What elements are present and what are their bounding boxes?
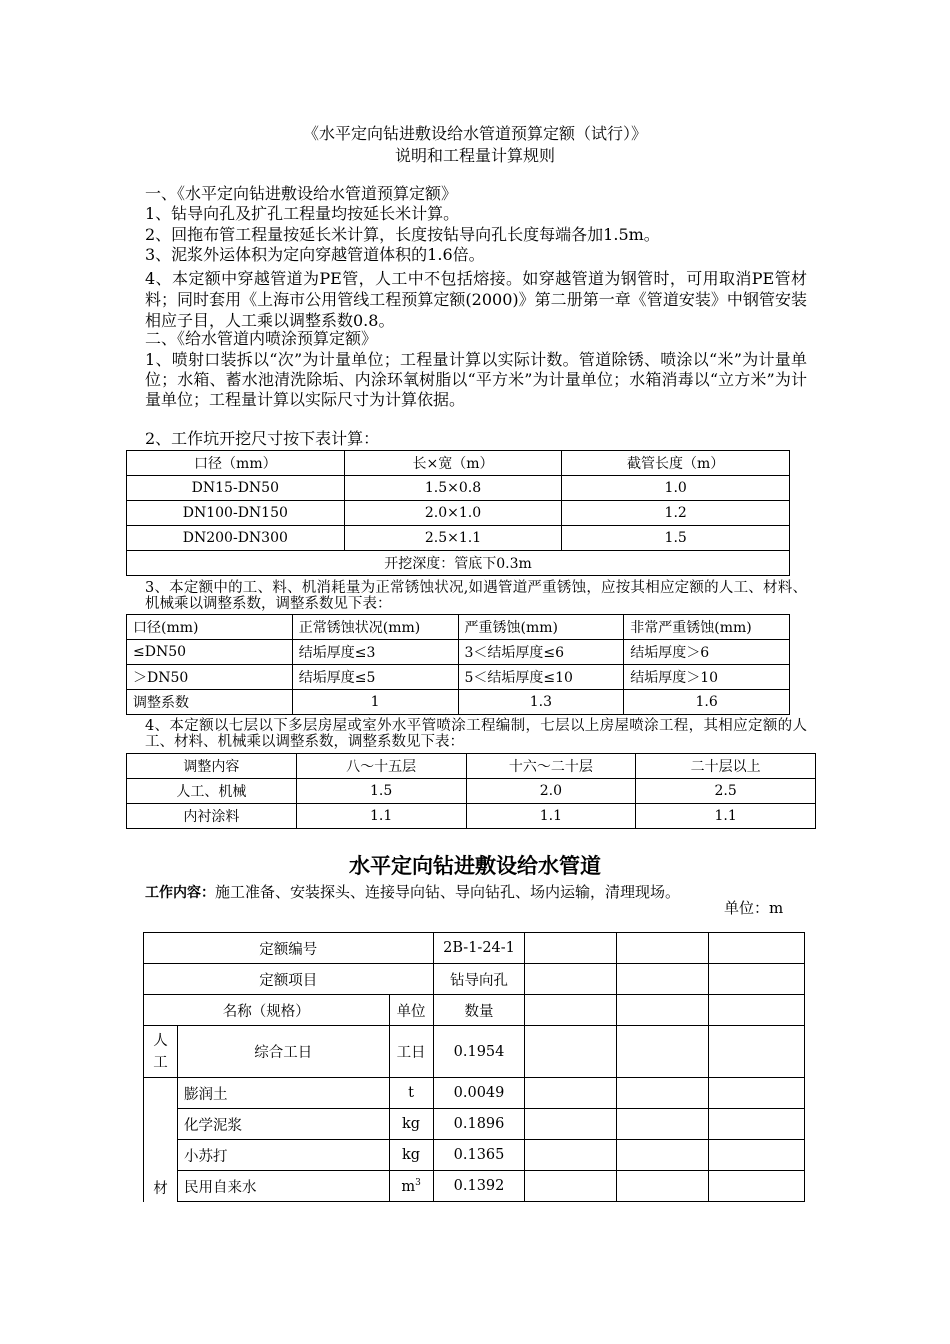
table-cell: 内衬涂料 — [127, 804, 297, 829]
labor-group-cell — [144, 1026, 178, 1078]
table-row — [144, 1140, 805, 1171]
table-cell: 1.1 — [636, 804, 816, 829]
table-header-row — [127, 615, 790, 640]
table-cell — [389, 1171, 433, 1202]
table-header-cell: 严重锈蚀(mm) — [458, 615, 624, 640]
empty-cell — [709, 933, 805, 964]
empty-cell — [617, 995, 709, 1026]
item-label-cell: 定额项目 — [144, 964, 434, 995]
rust-coef-table — [126, 614, 790, 715]
table-row — [127, 690, 790, 715]
table-header-cell: 截管长度（m） — [562, 451, 790, 476]
table-cell: 0.1896 — [433, 1109, 525, 1140]
table-cell: 工日 — [389, 1026, 433, 1078]
table-cell: 结垢厚度≤3 — [292, 640, 458, 665]
table-cell: 1.0 — [562, 476, 790, 501]
table-header-cell: 长×宽（m） — [344, 451, 562, 476]
empty-cell — [709, 1078, 805, 1109]
table-row — [127, 526, 790, 551]
empty-cell — [709, 1140, 805, 1171]
table-row — [144, 1109, 805, 1140]
table-row — [144, 933, 805, 964]
section1-item2: 2、回拖布管工程量按延长米计算，长度按钻导向孔长度每端各加1.5m。 — [145, 225, 660, 244]
empty-cell — [525, 1109, 617, 1140]
table-row — [127, 665, 790, 690]
empty-cell — [525, 1171, 617, 1202]
empty-cell — [525, 1140, 617, 1171]
table-cell: 综合工日 — [177, 1026, 389, 1078]
table-cell: 结垢厚度＞10 — [624, 665, 790, 690]
table-footer-cell: 开挖深度：管底下0.3m — [127, 551, 790, 576]
section2-item4: 4、本定额以七层以下多层房屋或室外水平管喷涂工程编制，七层以上房屋喷涂工程，其相应定额的人工、材料、机械乘以调整系数，调整系数见下表： — [145, 718, 807, 750]
table-row — [144, 1171, 805, 1202]
section2-item3: 3、本定额中的工、料、机消耗量为正常锈蚀状况,如遇管道严重锈蚀，应按其相应定额的人工、材料、机械乘以调整系数，调整系数见下表： — [145, 580, 807, 612]
table-row — [127, 640, 790, 665]
unit-superscript: 3 — [415, 1177, 421, 1188]
table-cell: 人工、机械 — [127, 779, 297, 804]
empty-cell — [709, 964, 805, 995]
table-cell: 调整系数 — [127, 690, 293, 715]
table-cell: 1.5×0.8 — [344, 476, 562, 501]
empty-cell — [709, 995, 805, 1026]
empty-cell — [709, 1171, 805, 1202]
table-cell: DN15-DN50 — [127, 476, 345, 501]
table-header-cell: 口径（mm） — [127, 451, 345, 476]
table-row — [127, 501, 790, 526]
unit-label-cell: 单位 — [389, 995, 433, 1026]
table-cell: 3＜结垢厚度≤6 — [458, 640, 624, 665]
code-cell: 2B-1-24-1 — [433, 933, 525, 964]
table-cell: t — [389, 1078, 433, 1109]
pit-size-table — [126, 450, 790, 576]
item-cell: 钻导向孔 — [433, 964, 525, 995]
unit-text: m — [401, 1178, 416, 1195]
section1-item1: 1、钻导向孔及扩孔工程量均按延长米计算。 — [145, 204, 460, 223]
material-group-label: 材 — [153, 1180, 168, 1197]
work-content-text: 施工准备、安装探头、连接导向钻、导向钻孔、场内运输，清理现场。 — [215, 883, 681, 901]
doc-subtitle: 说明和工程量计算规则 — [394, 146, 555, 165]
section1-item3: 3、泥浆外运体积为定向穿越管道体积的1.6倍。 — [145, 245, 485, 264]
table-header-cell: 二十层以上 — [636, 754, 816, 779]
doc-title: 《水平定向钻进敷设给水管道预算定额（试行）》 — [302, 124, 647, 143]
empty-cell — [709, 1109, 805, 1140]
table-cell: 1.5 — [562, 526, 790, 551]
table-cell: 1.2 — [562, 501, 790, 526]
empty-cell — [617, 1109, 709, 1140]
table-cell: 小苏打 — [177, 1140, 389, 1171]
table-cell: 2.0×1.0 — [344, 501, 562, 526]
table-row — [144, 1078, 805, 1109]
table-cell: kg — [389, 1109, 433, 1140]
empty-cell — [617, 964, 709, 995]
table-cell: 0.1954 — [433, 1026, 525, 1078]
table-header-cell: 调整内容 — [127, 754, 297, 779]
table-cell: 民用自来水 — [177, 1171, 389, 1202]
empty-cell — [617, 1026, 709, 1078]
table-cell: ≤DN50 — [127, 640, 293, 665]
table-cell: ＞DN50 — [127, 665, 293, 690]
material-group-cell — [144, 1078, 178, 1202]
table-cell: 1.1 — [296, 804, 466, 829]
quota-table — [143, 932, 805, 1202]
empty-cell — [525, 964, 617, 995]
empty-cell — [617, 1140, 709, 1171]
work-content — [145, 882, 715, 903]
labor-group-label: 人工 — [153, 1032, 168, 1071]
table-row — [127, 476, 790, 501]
table-footer-row — [127, 551, 790, 576]
table-cell: 膨润土 — [177, 1078, 389, 1109]
table-header-cell: 口径(mm) — [127, 615, 293, 640]
table-cell: 1.5 — [296, 779, 466, 804]
table-row — [127, 779, 816, 804]
code-label-cell: 定额编号 — [144, 933, 434, 964]
table-cell: DN100-DN150 — [127, 501, 345, 526]
section1-heading: 一、《水平定向钻进敷设给水管道预算定额》 — [145, 184, 458, 203]
table-cell: 2.0 — [466, 779, 636, 804]
table-cell: 0.1365 — [433, 1140, 525, 1171]
table-cell: 5＜结垢厚度≤10 — [458, 665, 624, 690]
quota-title: 水平定向钻进敷设给水管道 — [349, 854, 601, 878]
empty-cell — [525, 995, 617, 1026]
section1-item4: 4、本定额中穿越管道为PE管，人工中不包括熔接。如穿越管道为钢管时，可用取消PE管材料；同时套用《上海市公用管线工程预算定额(2000)》第二册第一章《管道安装》中钢管安装相应子目，人工乘以调整系数0.8。 — [145, 269, 807, 330]
table-cell: kg — [389, 1140, 433, 1171]
table-cell: 1.1 — [466, 804, 636, 829]
table-header-cell: 八～十五层 — [296, 754, 466, 779]
table-cell: 1.3 — [458, 690, 624, 715]
table-cell: 结垢厚度＞6 — [624, 640, 790, 665]
name-label-cell: 名称（规格） — [144, 995, 390, 1026]
table-cell: 2.5×1.1 — [344, 526, 562, 551]
table-cell: 0.0049 — [433, 1078, 525, 1109]
empty-cell — [525, 1078, 617, 1109]
section2-heading: 二、《给水管道内喷涂预算定额》 — [145, 329, 378, 348]
table-cell: 1 — [292, 690, 458, 715]
table-cell: 1.6 — [624, 690, 790, 715]
table-cell: 0.1392 — [433, 1171, 525, 1202]
table-header-cell: 正常锈蚀状况(mm) — [292, 615, 458, 640]
empty-cell — [525, 1026, 617, 1078]
table-row — [144, 1026, 805, 1078]
table-header-row — [127, 451, 790, 476]
work-content-label: 工作内容： — [145, 885, 215, 901]
empty-cell — [525, 933, 617, 964]
table-header-cell: 十六～二十层 — [466, 754, 636, 779]
table-row — [144, 964, 805, 995]
empty-cell — [709, 1026, 805, 1078]
empty-cell — [617, 1078, 709, 1109]
floor-coef-table — [126, 753, 816, 829]
table-cell: 化学泥浆 — [177, 1109, 389, 1140]
unit-label: 单位：m — [724, 899, 784, 917]
section2-item1: 1、喷射口装拆以“次”为计量单位；工程量计算以实际计数。管道除锈、喷涂以“米”为计量单位；水箱、蓄水池清洗除垢、内涂环氧树脂以“平方米”为计量单位；水箱消毒以“立方米”为计量单位；工程量计算以实际尺寸为计算依据。 — [145, 350, 807, 409]
table-cell: 2.5 — [636, 779, 816, 804]
table-cell: DN200-DN300 — [127, 526, 345, 551]
empty-cell — [617, 933, 709, 964]
table-header-cell: 非常严重锈蚀(mm) — [624, 615, 790, 640]
section2-item2: 2、工作坑开挖尺寸按下表计算： — [145, 429, 380, 448]
empty-cell — [617, 1171, 709, 1202]
table-header-row — [127, 754, 816, 779]
table-cell: 结垢厚度≤5 — [292, 665, 458, 690]
qty-label-cell: 数量 — [433, 995, 525, 1026]
table-header-row — [144, 995, 805, 1026]
table-row — [127, 804, 816, 829]
